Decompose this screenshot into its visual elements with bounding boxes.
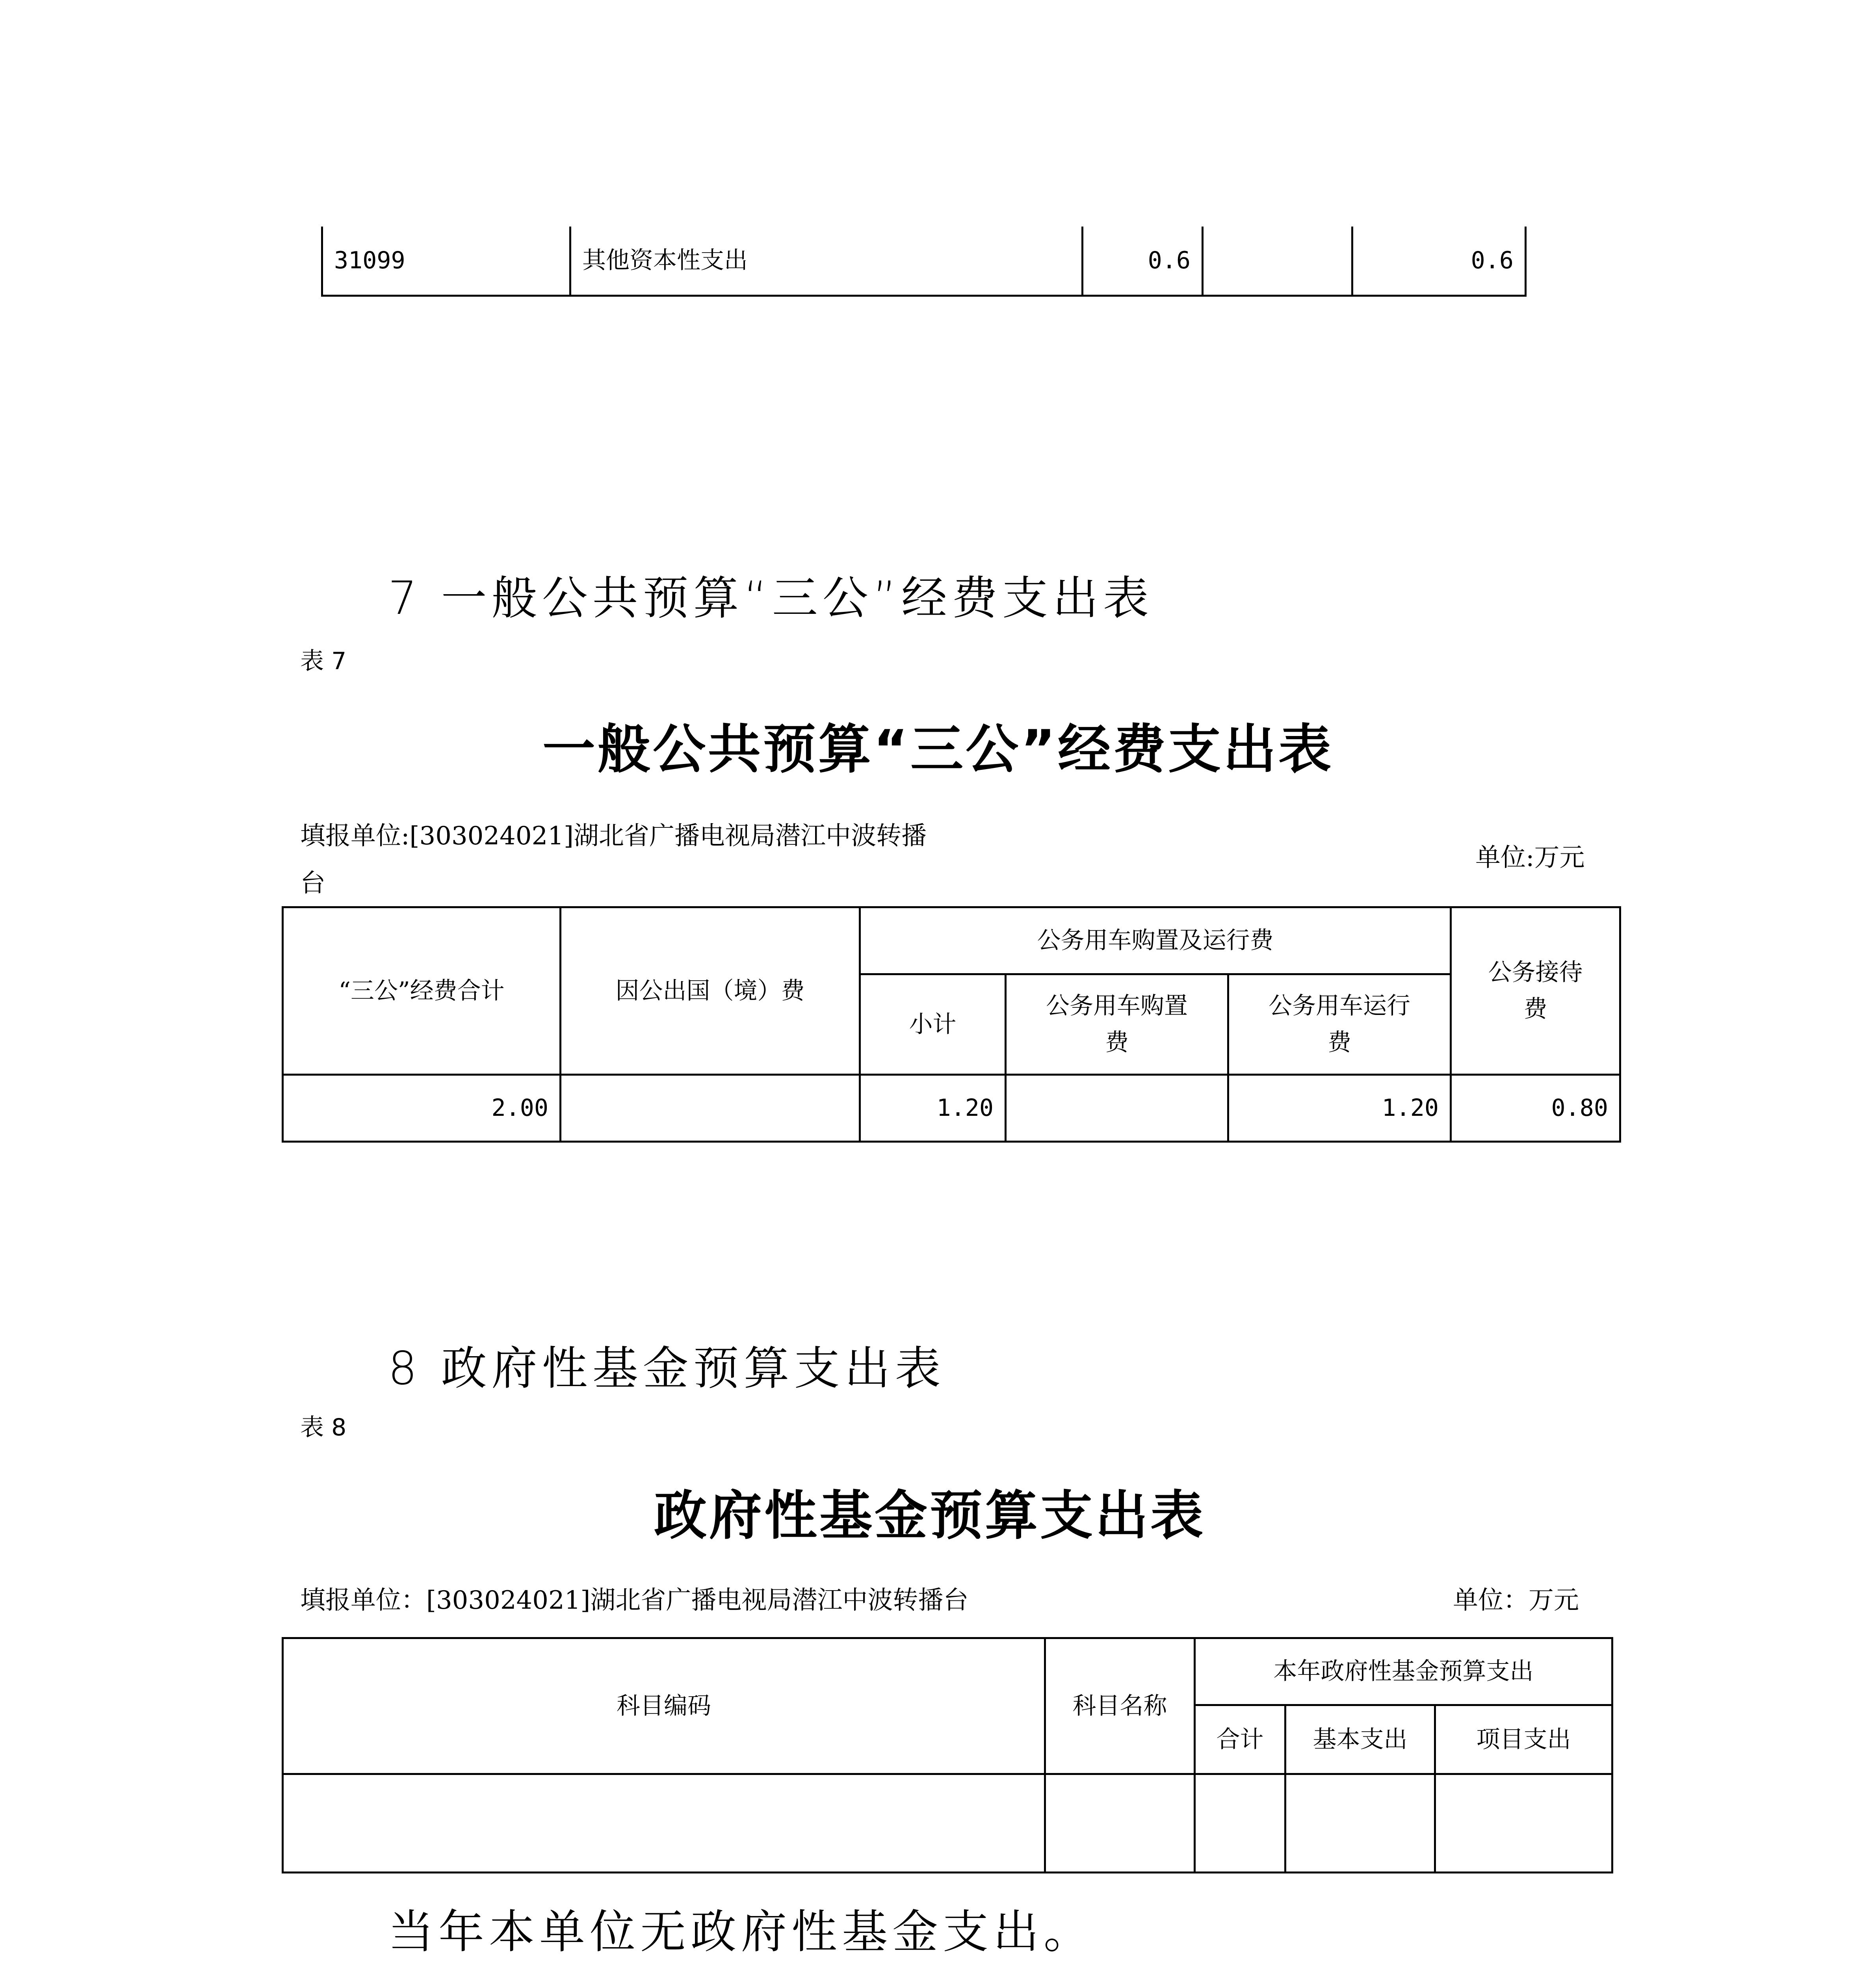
header-purchase-l2: 费 [1105,1029,1129,1056]
unit-label: 单位：万元 [1453,1586,1579,1615]
header-project: 项目支出 [1435,1705,1612,1774]
header-basic: 基本支出 [1285,1705,1435,1774]
cell-empty [1195,1774,1285,1873]
top-expense-table [321,227,1527,297]
table-row [283,1075,1620,1142]
header-purchase [1006,974,1228,1075]
reporting-unit-cont: 台 [300,869,325,898]
header-operation-l2: 费 [1328,1029,1351,1056]
cell-value: 0.6 [1352,227,1526,296]
table-title: 政府性基金预算支出表 [654,1485,1206,1546]
section-heading: 7 一般公共预算“三公”经费支出表 [388,572,1153,625]
table-number: 表 8 [300,1414,347,1441]
header-vehicle-group: 公务用车购置及运行费 [860,907,1451,974]
header-name: 科目名称 [1045,1638,1195,1774]
cell-empty [1285,1774,1435,1873]
header-total: 合计 [1195,1705,1285,1774]
cell-abroad [561,1075,860,1142]
table-row [283,1774,1612,1873]
header-reception [1451,907,1620,1075]
reporting-unit: 填报单位:[303024021]湖北省广播电视局潜江中波转播 [300,821,927,851]
cell-name: 其他资本性支出 [570,227,1083,296]
table-row [322,227,1526,296]
table-title: 一般公共预算“三公”经费支出表 [542,719,1334,780]
table-number: 表 7 [300,647,347,675]
cell-code: 31099 [322,227,570,296]
fund-budget-table [282,1637,1613,1873]
cell-empty [1045,1774,1195,1873]
cell-total: 2.00 [283,1075,561,1142]
no-fund-note: 当年本单位无政府性基金支出。 [388,1905,1094,1959]
cell-value [1203,227,1352,296]
header-operation-l1: 公务用车运行 [1269,992,1410,1020]
cell-operation: 1.20 [1228,1075,1451,1142]
header-abroad: 因公出国（境）费 [561,907,860,1075]
header-code: 科目编码 [283,1638,1045,1774]
header-subtotal: 小计 [860,974,1006,1075]
section-heading: 8 政府性基金预算支出表 [388,1342,945,1395]
header-total: “三公”经费合计 [283,907,561,1075]
header-operation [1228,974,1451,1075]
header-reception-l2: 费 [1523,995,1547,1023]
cell-subtotal: 1.20 [860,1075,1006,1142]
header-purchase-l1: 公务用车购置 [1046,992,1188,1020]
cell-value: 0.6 [1083,227,1203,296]
three-public-table [282,906,1621,1143]
reporting-unit: 填报单位：[303024021]湖北省广播电视局潜江中波转播台 [300,1586,969,1615]
unit-label: 单位:万元 [1475,843,1585,872]
cell-reception: 0.80 [1451,1075,1620,1142]
cell-empty [1435,1774,1612,1873]
cell-empty [283,1774,1045,1873]
header-reception-l1: 公务接待 [1488,959,1583,986]
header-group: 本年政府性基金预算支出 [1195,1638,1612,1705]
cell-purchase [1006,1075,1228,1142]
